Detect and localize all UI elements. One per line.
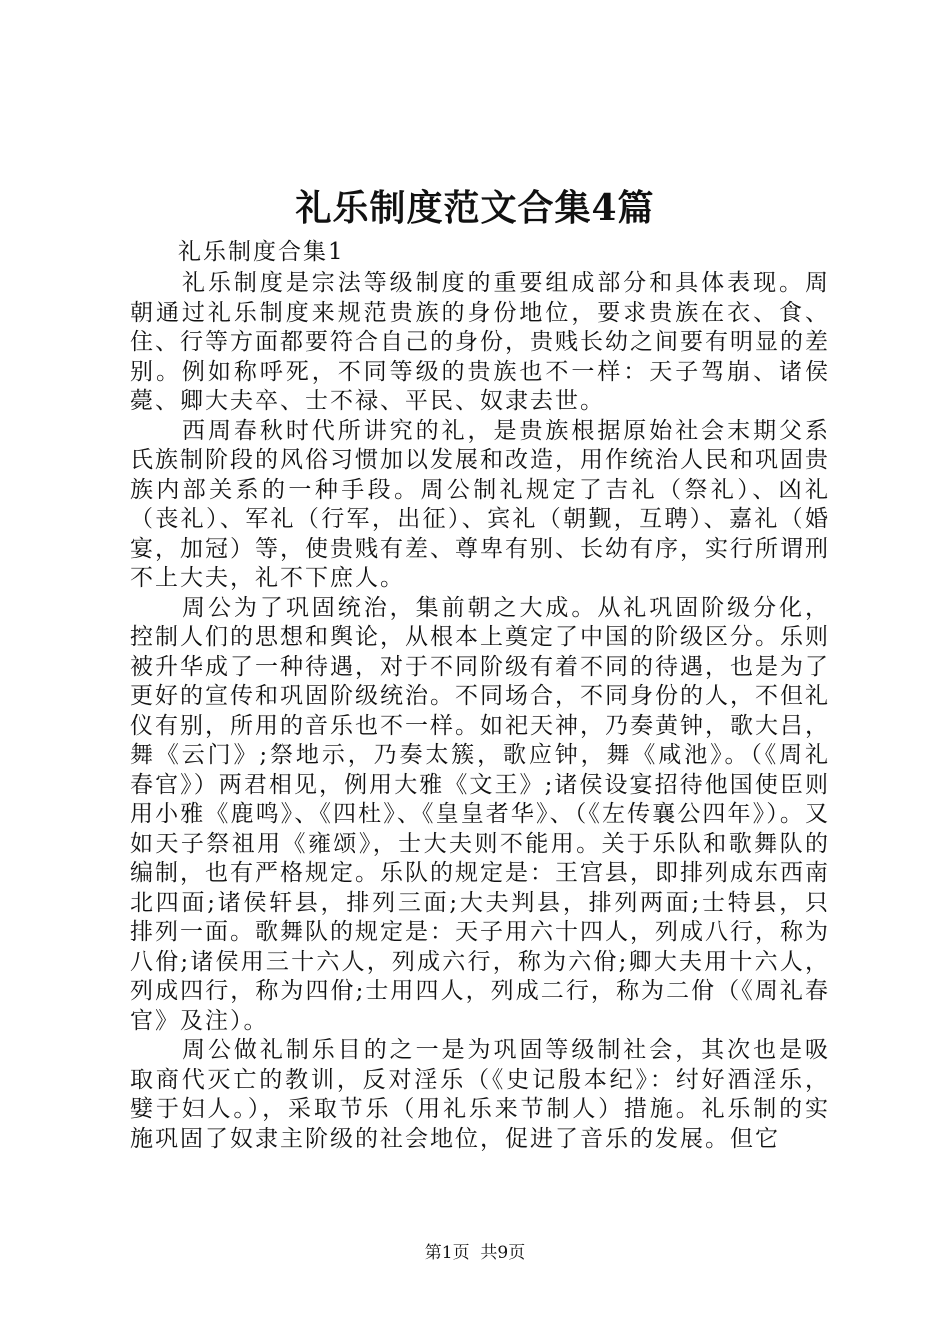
section-heading: 礼乐制度合集1 — [178, 239, 345, 265]
document-body — [130, 235, 830, 1154]
paragraph-4: 周公做礼制乐目的之一是为巩固等级制社会，其次也是吸取商代灭亡的教训，反对淫乐（《史记殷本纪》：纣好酒淫乐，嬖于妇人。），采取节乐（用礼乐来节制人）措施。礼乐制的实施巩固了奴隶主阶级的社会地位，促进了音乐的发展。但它 — [130, 1037, 830, 1152]
document-title: 礼乐制度范文合集4篇 — [295, 187, 655, 229]
paragraph-3: 周公为了巩固统治，集前朝之大成。从礼巩固阶级分化，控制人们的思想和舆论，从根本上奠定了中国的阶级区分。乐则被升华成了一种待遇，对于不同阶级有着不同的待遇，也是为了更好的宣传和巩固阶级统治。不同场合，不同身份的人，不但礼仪有别，所用的音乐也不一样。如祀天神，乃奏黄钟，歌大吕，舞《云门》;祭地示，乃奏太簇，歌应钟，舞《咸池》。（《周礼春官》）两君相见，例用大雅《文王》;诸侯设宴招待他国使臣则用小雅《鹿鸣》、《四杜》、《皇皇者华》、（《左传襄公四年》）。又如天子祭祖用《雍颂》，士大夫则不能用。关于乐队和歌舞队的编制，也有严格规定。乐队的规定是：王宫县，即排列成东西南北四面;诸侯轩县，排列三面;大夫判县，排列两面;士特县，只排列一面。歌舞队的规定是：天子用六十四人，列成八行，称为八佾;诸侯用三十六人，列成六行，称为六佾;卿大夫用十六人，列成四行，称为四佾;士用四人，列成二行，称为二佾（《周礼春官》及注）。 — [130, 594, 830, 1034]
page-footer-indicator: 第1页 共9页 — [424, 1243, 526, 1263]
paragraph-1: 礼乐制度是宗法等级制度的重要组成部分和具体表现。周朝通过礼乐制度来规范贵族的身份地位，要求贵族在衣、食、住、行等方面都要符合自己的身份，贵贱长幼之间要有明显的差别。例如称呼死，不同等级的贵族也不一样：天子驾崩、诸侯薨、卿大夫卒、士不禄、平民、奴隶去世。 — [130, 270, 830, 414]
paragraph-2: 西周春秋时代所讲究的礼，是贵族根据原始社会末期父系氏族制阶段的风俗习惯加以发展和改造，用作统治人民和巩固贵族内部关系的一种手段。周公制礼规定了吉礼（祭礼）、凶礼（丧礼）、军礼（行军，出征）、宾礼（朝觐，互聘）、嘉礼（婚宴，加冠）等，使贵贱有差、尊卑有别、长幼有序，实行所谓刑不上大夫，礼不下庶人。 — [130, 417, 830, 591]
